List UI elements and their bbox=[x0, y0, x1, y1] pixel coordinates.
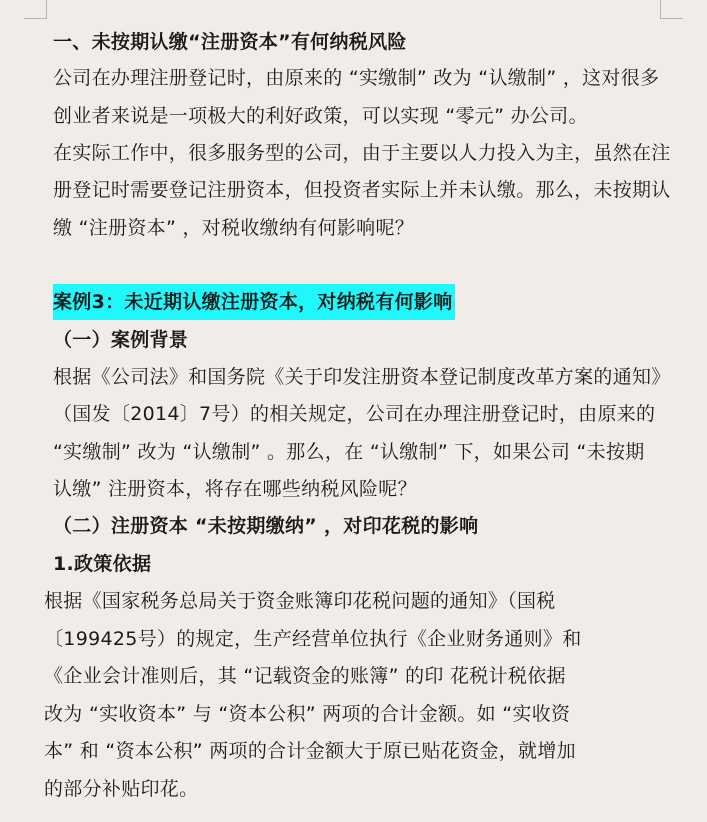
paragraph-line: 公司在办理注册登记时，由原来的 “实缴制” 改为 “认缴制” ，这对很多 bbox=[53, 67, 660, 89]
paragraph-line: 本” 和 “资本公积” 两项的合计金额大于原已贴花资金，就增加 bbox=[44, 740, 576, 762]
paragraph-line: 〔199425号）的规定，生产经营单位执行《企业财务通则》和 bbox=[44, 628, 582, 650]
paragraph-line: 改为 “实收资本” 与 “资本公积” 两项的合计金额。如 “实收资 bbox=[44, 703, 571, 725]
paragraph-line: 创业者来说是一项极大的利好政策，可以实现 “零元” 办公司。 bbox=[53, 105, 588, 127]
heading-tax-risk: 一、未按期认缴“注册资本”有何纳税风险 bbox=[53, 31, 407, 53]
paragraph-line: 的部分补贴印花。 bbox=[44, 778, 199, 800]
case-heading-highlight: 案例3：未近期认缴注册资本，对纳税有何影响 bbox=[53, 284, 455, 320]
page-corner-mark-right bbox=[660, 0, 683, 19]
subheading-policy-basis: 1.政策依据 bbox=[53, 553, 152, 575]
paragraph-line: 册登记时需要登记注册资本，但投资者实际上并未认缴。那么，未按期认 bbox=[53, 179, 671, 201]
paragraph-line: 在实际工作中，很多服务型的公司，由于主要以人力投入为主，虽然在注 bbox=[53, 142, 671, 164]
paragraph-line: 认缴” 注册资本，将存在哪些纳税风险呢？ bbox=[53, 478, 417, 500]
paragraph-line: 《企业会计准则后，其 “记载资金的账簿” 的印 花税计税依据 bbox=[44, 665, 566, 687]
case-heading bbox=[53, 290, 455, 314]
paragraph-line: 根据《国家税务总局关于资金账簿印花税问题的通知》（国税 bbox=[44, 590, 556, 612]
section-heading-stamp-tax: （二）注册资本 “未按期缴纳” ，对印花税的影响 bbox=[53, 515, 479, 537]
page-corner-mark-left bbox=[24, 0, 47, 19]
paragraph-line: 根据《公司法》和国务院《关于印发注册资本登记制度改革方案的通知》 bbox=[53, 366, 671, 388]
paragraph-line: “实缴制” 改为 “认缴制” 。那么，在 “认缴制” 下，如果公司 “未按期 bbox=[53, 441, 645, 463]
section-heading-background: （一）案例背景 bbox=[53, 329, 189, 351]
paragraph-line: 缴 “注册资本” ，对税收缴纳有何影响呢？ bbox=[53, 217, 415, 239]
paragraph-line: （国发〔2014〕7号）的相关规定，公司在办理注册登记时，由原来的 bbox=[53, 403, 656, 425]
